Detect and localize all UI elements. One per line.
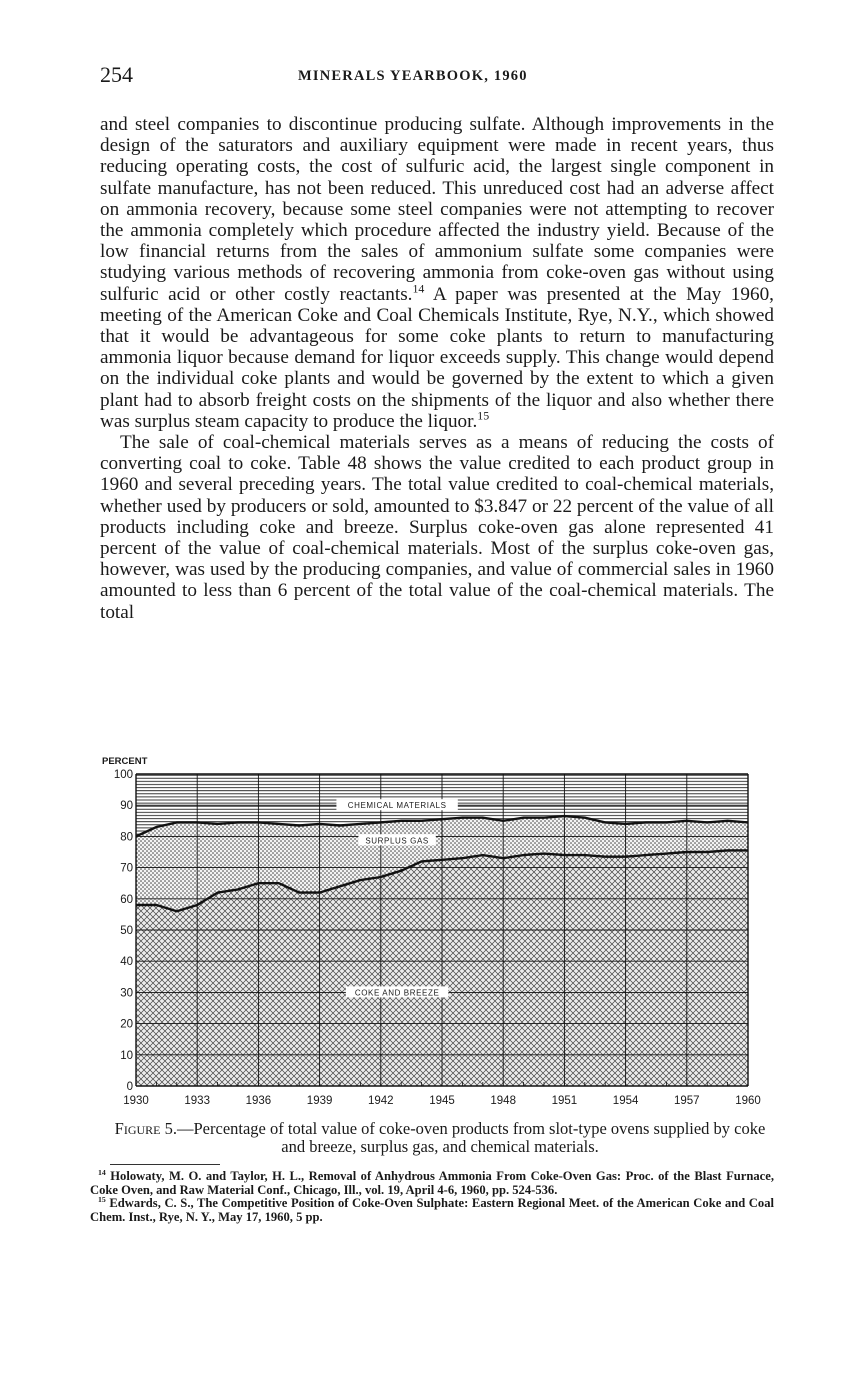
x-tick-label: 1942 [368,1095,394,1107]
figure-label: Figure 5. [114,1119,177,1138]
y-tick-label: 10 [120,1049,133,1062]
page-header [100,62,780,92]
y-tick-label: 20 [120,1018,133,1031]
paragraph: The sale of coal-chemical materials serves as a means of reducing the costs of converting coal to coke. Table 48 shows the value credited to each product group in 1960 and several preceding years. The total value credited to coal-chemical materials, whether used by producers or sold, amounted to $3.847 or 22 percent of the value of all products including coke and breeze. Surplus coke-oven gas alone represented 41 percent of the value of coal-chemical materials. Most of the surplus coke-oven gas, however, was used by the producing companies, and value of commercial sales in 1960 amounted to less than 6 percent of the total value of the coal-chemical materials. The total [100,432,774,623]
paragraph-text: A paper was presented at the May 1960, meeting of the American Coke and Coal Chemicals Institute, Rye, N.Y., which showed that it would be advantageous for some coke plants to return to manufacturing ammonia liquor because demand for liquor exceeds supply. This change would depend on the individual coke plants and would be governed by the extent to which a given plant had to absorb freight costs on the shipments of the liquor and also whether there was surplus steam capacity to produce the liquor. [100,283,774,432]
y-axis-label: PERCENT [102,756,148,767]
series-label-chemical-materials: CHEMICAL MATERIALS [347,801,447,811]
x-tick-label: 1951 [551,1095,578,1107]
footnote [90,1167,774,1197]
page-number: 254 [100,62,133,87]
figure-caption [110,1120,770,1156]
chart-svg [96,752,776,1122]
body-text [100,114,774,623]
footnotes [90,1167,774,1224]
x-tick-label: 1960 [735,1095,761,1107]
footnote-text: Holowaty, M. O. and Taylor, H. L., Removal of Anhydrous Ammonia From Coke-Oven Gas: Proc. of the Blast Furnace, Coke Oven, and Raw Material Conf., Chicago, Ill., vol. 19, April 4-6, 1960, pp. 524-536. [90,1169,774,1197]
caption-text: —Percentage of total value of coke-oven products from slot-type ovens supplied by coke and breeze, surplus gas, and chemical materials. [177,1119,766,1156]
series-label-coke-and-breeze: COKE AND BREEZE [354,988,440,998]
y-tick-label: 50 [120,925,133,937]
x-tick-label: 1954 [612,1095,639,1107]
y-tick-label: 80 [120,831,133,844]
footnote-number: 14 [98,1167,106,1177]
y-tick-label: 90 [120,800,133,813]
y-tick-label: 40 [120,956,133,969]
x-tick-label: 1945 [429,1095,455,1107]
x-tick-label: 1930 [123,1095,149,1107]
stacked-area-chart [96,752,776,1122]
y-tick-label: 0 [126,1081,133,1093]
footnote-number: 15 [98,1194,106,1204]
x-tick-label: 1933 [184,1095,210,1107]
footnote-text: Edwards, C. S., The Competitive Position of Coke-Oven Sulphate: Eastern Regional Meet. of the American Coke and Coal Chem. Inst., Rye, N. Y., May 17, 1960, 5 pp. [90,1196,774,1224]
x-tick-label: 1936 [245,1095,272,1107]
footnote-ref: 14 [412,281,425,296]
footnote-ref: 15 [477,408,490,423]
y-tick-label: 70 [120,862,133,875]
paragraph-text: and steel companies to discontinue producing sulfate. Although improvements in the design of the saturators and auxiliary equipment were made in recent years, thus reducing operating costs, the cost of sulfuric acid, the largest single component in sulfate manufacture, has not been reduced. This unreduced cost had an adverse affect on ammonia recovery, because some steel companies were not attempting to recover the ammonia completely which procedure affected the industry yield. Because of the low financial returns from the sales of ammonium sulfate some companies were studying various methods of recovering ammonia from coke-oven gas without using sulfuric acid or other costly reactants. [100,114,774,305]
x-tick-label: 1957 [674,1095,700,1107]
x-tick-label: 1939 [306,1095,333,1107]
footnote [90,1194,774,1224]
running-head: MINERALS YEARBOOK, 1960 [298,68,528,84]
footnote-divider [110,1164,220,1165]
y-tick-label: 100 [113,769,133,781]
paragraph [100,114,774,432]
y-tick-label: 30 [120,987,133,1000]
y-tick-label: 60 [120,893,133,906]
x-tick-label: 1948 [490,1095,516,1107]
series-label-surplus-gas: SURPLUS GAS [365,836,429,846]
